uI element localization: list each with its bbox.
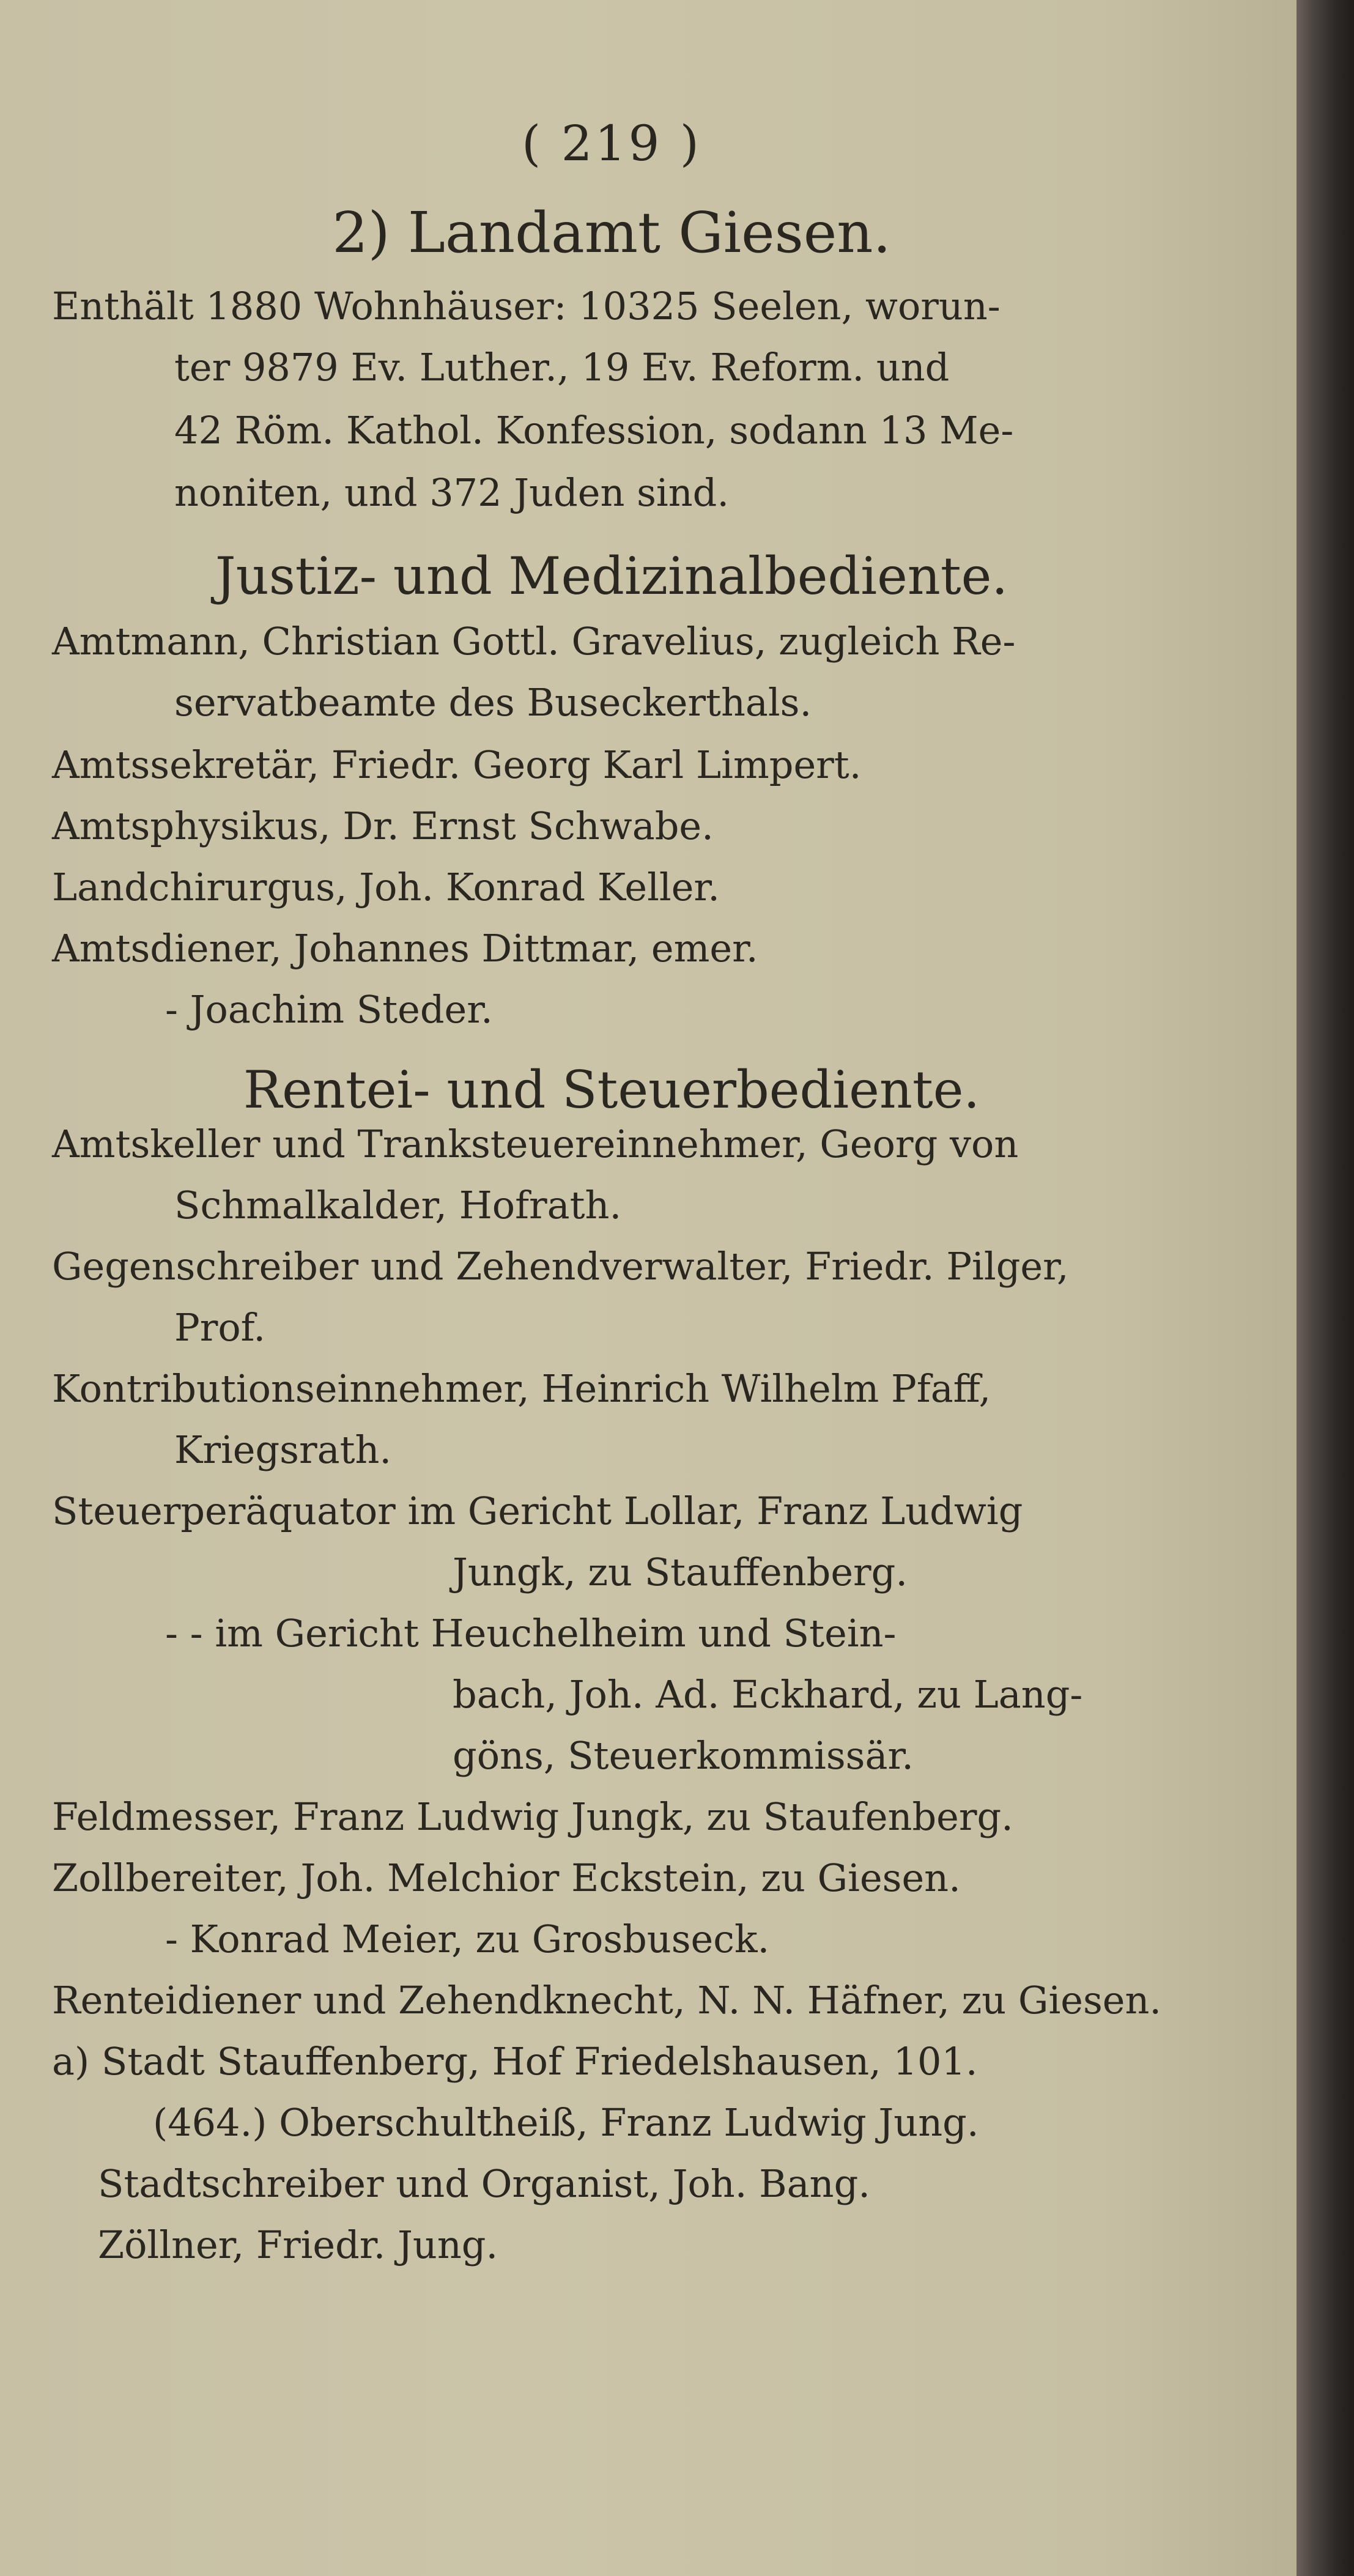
entry-line: - Joachim Steder. — [165, 987, 493, 1032]
entry-line: Renteidiener und Zehendknecht, N. N. Häfner, zu Giesen. — [52, 1978, 1162, 2023]
entry-line: Schmalkalder, Hofrath. — [174, 1183, 622, 1227]
entry-line: göns, Steuerkommissär. — [453, 1733, 914, 1778]
entry-line: Stadtschreiber und Organist, Joh. Bang. — [98, 2161, 870, 2206]
entry-line: - Konrad Meier, zu Grosbuseck. — [165, 1917, 770, 1961]
entry-line: Zollbereiter, Joh. Melchior Eckstein, zu Giesen. — [52, 1856, 961, 1900]
entry-line: Amtsdiener, Johannes Dittmar, emer. — [52, 926, 758, 971]
section-heading-justice: Justiz- und Medizinalbediente. — [215, 546, 1008, 606]
entry-line: Kontributionseinnehmer, Heinrich Wilhelm Pfaff, — [52, 1366, 991, 1411]
entry-line: Jungk, zu Stauffenberg. — [453, 1550, 908, 1594]
entry-line: Landchirurgus, Joh. Konrad Keller. — [52, 865, 720, 909]
entry-line: Feldmesser, Franz Ludwig Jungk, zu Staufenberg. — [52, 1794, 1013, 1839]
entry-line: a) Stadt Stauffenberg, Hof Friedelshausen, 101. — [52, 2039, 978, 2084]
intro-line: noniten, und 372 Juden sind. — [174, 470, 730, 515]
entry-line: Amtmann, Christian Gottl. Gravelius, zugleich Re- — [52, 619, 1016, 664]
page-title: 2) Landamt Giesen. — [332, 200, 891, 265]
entry-line: Amtssekretär, Friedr. Georg Karl Limpert. — [52, 742, 862, 787]
entry-line: Steuerperäquator im Gericht Lollar, Franz Ludwig — [52, 1489, 1023, 1533]
page-number: ( 219 ) — [522, 115, 701, 172]
entry-line: Kriegsrath. — [174, 1427, 392, 1472]
entry-line: servatbeamte des Buseckerthals. — [174, 680, 812, 725]
book-spine-edge — [1297, 0, 1354, 2576]
entry-line: Amtskeller und Tranksteuereinnehmer, Georg von — [52, 1122, 1019, 1166]
intro-line: Enthält 1880 Wohnhäuser: 10325 Seelen, worun- — [52, 284, 1001, 328]
entry-line: Amtsphysikus, Dr. Ernst Schwabe. — [52, 804, 714, 848]
entry-line: - - im Gericht Heuchelheim und Stein- — [165, 1611, 897, 1656]
entry-line: Zöllner, Friedr. Jung. — [98, 2223, 498, 2267]
intro-line: 42 Röm. Kathol. Konfession, sodann 13 Me- — [174, 408, 1014, 453]
intro-line: ter 9879 Ev. Luther., 19 Ev. Reform. und — [174, 345, 950, 390]
entry-line: Prof. — [174, 1305, 266, 1350]
entry-line: Gegenschreiber und Zehendverwalter, Friedr. Pilger, — [52, 1244, 1069, 1289]
entry-line: bach, Joh. Ad. Eckhard, zu Lang- — [453, 1672, 1083, 1717]
entry-line: (464.) Oberschultheiß, Franz Ludwig Jung. — [153, 2100, 979, 2145]
section-heading-rentei: Rentei- und Steuerbediente. — [243, 1060, 980, 1120]
